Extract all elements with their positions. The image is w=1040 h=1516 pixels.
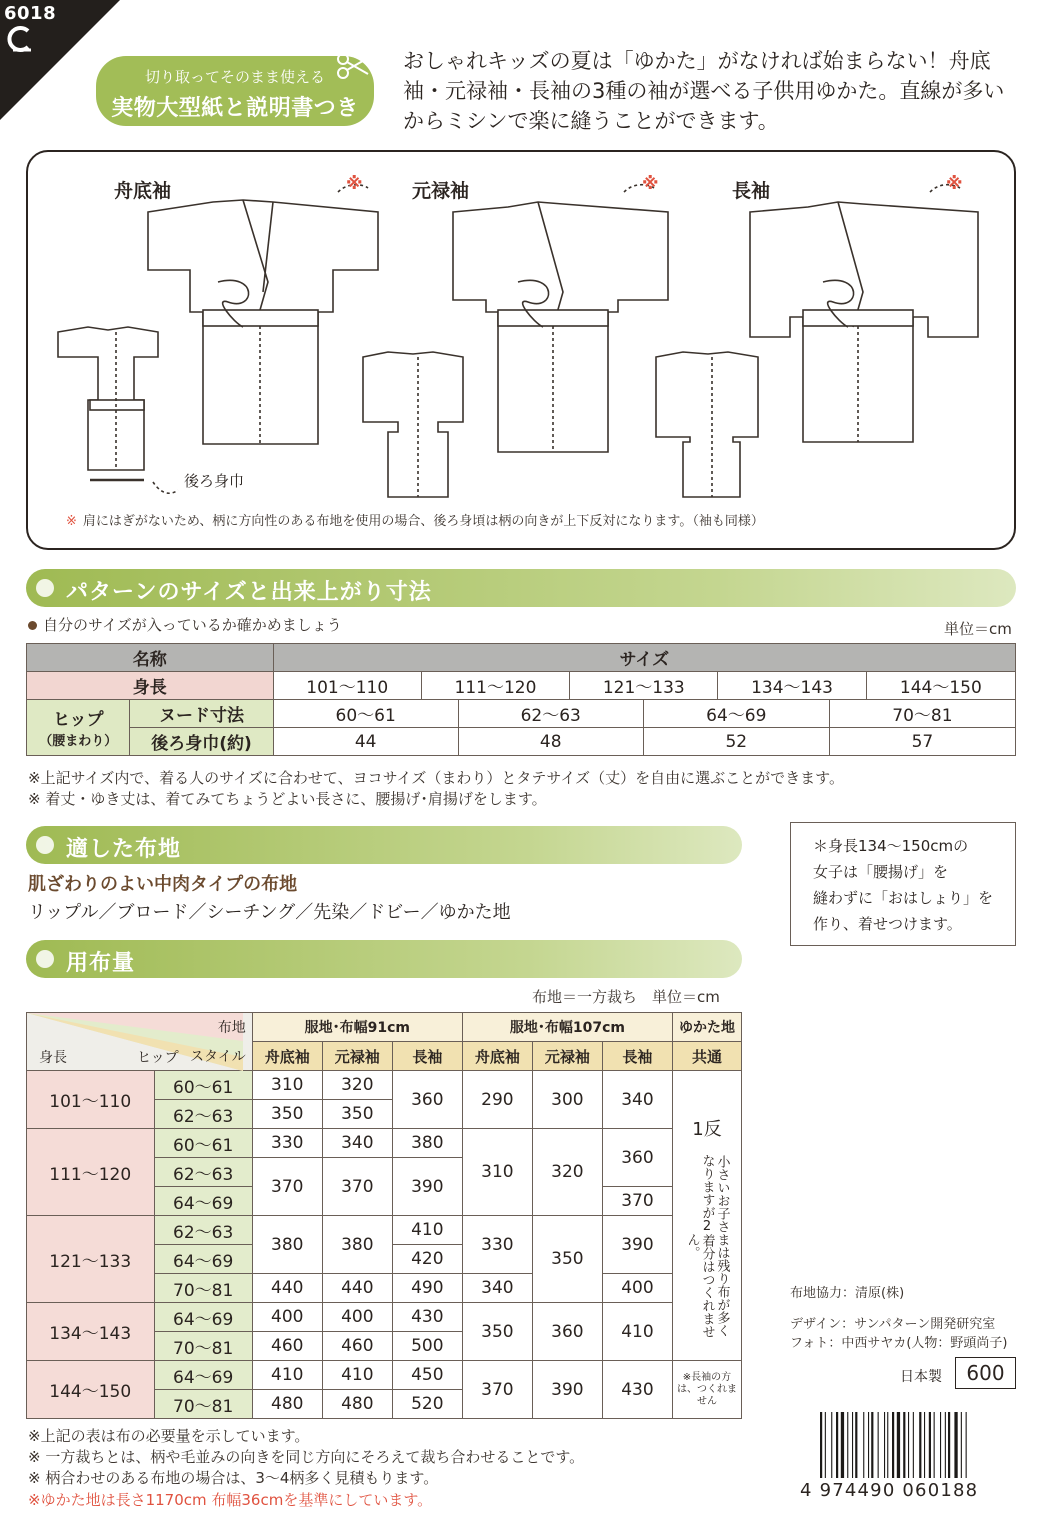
- section-dot-icon: [36, 836, 54, 854]
- hip-cell: 70〜81: [154, 1332, 252, 1361]
- hip-cell: 64〜69: [154, 1245, 252, 1274]
- corner-height: 身長: [39, 1050, 67, 1066]
- value-cell: 430: [602, 1361, 672, 1419]
- brand-logo-icon: [4, 24, 34, 54]
- back-cell: 48: [458, 728, 643, 756]
- label-genroku: 元禄袖: [412, 180, 470, 202]
- value-cell: 410: [392, 1216, 462, 1245]
- footnote-4: ※ゆかた地は長さ1170cm 布幅36cmを基準にしています。: [28, 1491, 433, 1509]
- height-cell: 101〜110: [273, 672, 421, 700]
- value-cell: 520: [392, 1390, 462, 1419]
- yukata-common-cell: [672, 1071, 741, 1361]
- value-cell: 390: [392, 1158, 462, 1216]
- size-footnote-2: ※ 着丈・ゆき丈は、着てみてちょうどよい長さに、腰揚げ･肩揚げをします。: [28, 790, 547, 808]
- product-code: 6018: [4, 3, 57, 24]
- value-cell: 480: [252, 1390, 322, 1419]
- kimono-back-3: [656, 352, 758, 497]
- value-cell: 330: [462, 1216, 532, 1274]
- value-cell: 340: [602, 1071, 672, 1129]
- style-header: 舟底袖: [462, 1042, 532, 1071]
- label-nagasode: 長袖: [732, 180, 771, 202]
- ohashori-note-box: [790, 822, 1016, 946]
- fabric-section-title: 適した布地: [66, 837, 182, 862]
- footnote-1: ※上記の表は布の必要量を示しています。: [28, 1427, 310, 1445]
- value-cell: 350: [252, 1100, 322, 1129]
- value-cell: 440: [252, 1274, 322, 1303]
- nude-cell: 64〜69: [643, 700, 829, 728]
- note-mark-1: ※: [346, 174, 363, 194]
- style-header: 長袖: [602, 1042, 672, 1071]
- hip-cell: 62〜63: [154, 1216, 252, 1245]
- panel-note-mark: ※: [66, 514, 77, 529]
- value-cell: 390: [532, 1361, 602, 1419]
- corner-fabric: 布地: [217, 1020, 246, 1036]
- barcode-icon: [820, 1412, 1014, 1478]
- value-cell: 320: [532, 1129, 602, 1216]
- row-height-label: 身長: [27, 672, 274, 700]
- value-cell: 400: [602, 1274, 672, 1303]
- hip-cell: 62〜63: [154, 1100, 252, 1129]
- size-check-note: [28, 614, 342, 635]
- note-mark-2: ※: [642, 174, 659, 194]
- price-box: 600: [955, 1357, 1016, 1389]
- value-cell: 360: [392, 1071, 462, 1129]
- badge-line2: 実物大型紙と説明書つき: [111, 96, 359, 121]
- value-cell: 380: [322, 1216, 392, 1274]
- fabric-section-header: [26, 826, 742, 864]
- hip-cell: 60〜61: [154, 1071, 252, 1100]
- height-144: 144〜150: [27, 1361, 155, 1419]
- value-cell: 420: [392, 1245, 462, 1274]
- style-header: 元禄袖: [322, 1042, 392, 1071]
- back-width-label: 後ろ身巾: [184, 472, 245, 490]
- section-dot-icon: [36, 950, 54, 968]
- height-cell: 144〜150: [866, 672, 1015, 700]
- col-name: 名称: [27, 644, 274, 672]
- panel-note: [66, 510, 764, 529]
- hip-cell: 70〜81: [154, 1274, 252, 1303]
- corner-style: スタイル: [190, 1049, 246, 1065]
- size-footnote-1: ※上記サイズ内で、着る人のサイズに合わせて、ヨコサイズ（まわり）とタテサイズ（丈）を自由に選ぶことができます。: [28, 769, 844, 787]
- fabric-head: 肌ざわりのよい中肉タイプの布地: [28, 874, 298, 895]
- illustration-panel: [26, 150, 1016, 550]
- row-hip-label: [27, 700, 130, 756]
- value-cell: 500: [392, 1332, 462, 1361]
- bullet-icon: [28, 621, 37, 630]
- nude-cell: 60〜61: [273, 700, 458, 728]
- kimono-front-3: [750, 185, 978, 442]
- style-header: 舟底袖: [252, 1042, 322, 1071]
- size-section-header: [26, 569, 1016, 607]
- height-cell: 134〜143: [718, 672, 866, 700]
- kimono-front-1: [148, 185, 378, 444]
- value-cell: 370: [322, 1158, 392, 1216]
- hip-cell: 70〜81: [154, 1390, 252, 1419]
- hip-cell: 60〜61: [154, 1129, 252, 1158]
- value-cell: 320: [322, 1071, 392, 1100]
- value-cell: 350: [322, 1100, 392, 1129]
- side-box-line: 女子は「腰揚げ」を: [813, 863, 949, 881]
- height-cell: 111〜120: [421, 672, 569, 700]
- note-mark-3: ※: [946, 174, 963, 194]
- value-cell: 350: [462, 1303, 532, 1361]
- scissors-icon: [336, 52, 370, 80]
- hip-cell: 64〜69: [154, 1303, 252, 1332]
- back-cell: 44: [273, 728, 458, 756]
- value-cell: 400: [322, 1303, 392, 1332]
- value-cell: 310: [462, 1129, 532, 1216]
- kimono-back-2: [363, 352, 463, 497]
- height-121: 121〜133: [27, 1216, 155, 1303]
- value-cell: 360: [602, 1129, 672, 1187]
- row-back-label: 後ろ身巾(約): [130, 728, 273, 756]
- kimono-front-2: [453, 185, 668, 452]
- value-cell: 360: [532, 1303, 602, 1361]
- value-cell: 400: [252, 1303, 322, 1332]
- value-cell: 350: [532, 1216, 602, 1303]
- size-table: [26, 643, 1016, 756]
- value-cell: 410: [322, 1361, 392, 1390]
- style-header: 共通: [672, 1042, 741, 1071]
- value-cell: 380: [392, 1129, 462, 1158]
- side-box-line: 作り、着せつけます。: [813, 915, 962, 933]
- value-cell: 380: [252, 1216, 322, 1274]
- yardage-table: [26, 1012, 742, 1419]
- credit-design: デザイン：サンパターン開発研究室: [790, 1317, 996, 1332]
- size-check-text: 自分のサイズが入っているか確かめましょう: [43, 616, 342, 634]
- value-cell: 430: [392, 1303, 462, 1332]
- height-cell: 121〜133: [570, 672, 718, 700]
- group-91: 服地･布幅91cm: [252, 1013, 462, 1042]
- label-funazoko: 舟底袖: [114, 180, 172, 202]
- value-cell: 330: [252, 1129, 322, 1158]
- made-in: 日本製: [900, 1369, 942, 1385]
- style-header: 長袖: [392, 1042, 462, 1071]
- row-nude-label: ヌード寸法: [130, 700, 273, 728]
- value-cell: 370: [252, 1158, 322, 1216]
- value-cell: 410: [602, 1303, 672, 1361]
- barcode-number: 4 974490 060188: [800, 1480, 979, 1501]
- value-cell: 450: [392, 1361, 462, 1390]
- nude-cell: 70〜81: [829, 700, 1015, 728]
- value-cell: 310: [252, 1071, 322, 1100]
- kimono-illustrations: [28, 152, 1018, 552]
- hip-cell: 64〜69: [154, 1361, 252, 1390]
- section-dot-icon: [36, 579, 54, 597]
- footnote-2: ※ 一方裁ちとは、柄や毛並みの向きを同じ方向にそろえて裁ち合わせることです。: [28, 1448, 585, 1466]
- value-cell: 300: [532, 1071, 602, 1129]
- nude-cell: 62〜63: [458, 700, 643, 728]
- value-cell: 490: [392, 1274, 462, 1303]
- side-box-line: 縫わずに「おはしょり」を: [813, 889, 994, 907]
- kimono-back-1: [58, 327, 158, 470]
- badge-line1: 切り取ってそのまま使える: [144, 68, 325, 86]
- value-cell: 410: [252, 1361, 322, 1390]
- yukata-note: 小さいお子さまは残り布が多くなりますが2着分はつくれません。: [684, 1154, 730, 1338]
- value-cell: 460: [252, 1332, 322, 1361]
- yardage-section-header: [26, 940, 742, 978]
- size-unit: 単位＝cm: [944, 620, 1012, 638]
- hip-cell: 62〜63: [154, 1158, 252, 1187]
- size-section-title: パターンのサイズと出来上がり寸法: [66, 580, 432, 605]
- value-cell: 480: [322, 1390, 392, 1419]
- yardage-corner: [27, 1013, 253, 1071]
- yardage-section-title: 用布量: [66, 951, 136, 976]
- footnote-3: ※ 柄合わせのある布地の場合は、3〜4柄多く見積もります。: [28, 1469, 439, 1487]
- value-cell: 390: [602, 1216, 672, 1274]
- fabric-list: リップル／ブロード／シーチング／先染／ドビー／ゆかた地: [28, 902, 511, 923]
- back-cell: 57: [829, 728, 1015, 756]
- panel-note-text: 肩にはぎがないため、柄に方向性のある布地を使用の場合、後ろ身頃は柄の向きが上下反対になります。（袖も同様）: [82, 514, 764, 529]
- value-cell: 460: [322, 1332, 392, 1361]
- intro-text: おしゃれキッズの夏は「ゆかた」がなければ始まらない！舟底袖・元禄袖・長袖の3種の袖が選べる子供用ゆかた。直線が多いからミシンで楽に縫うことができます。: [403, 49, 1005, 133]
- value-cell: 340: [322, 1129, 392, 1158]
- value-cell: 340: [462, 1274, 532, 1303]
- side-box-line: ＊身長134〜150cmの: [813, 837, 969, 855]
- hip-sub-label: （腰まわり）: [39, 734, 118, 749]
- style-header: 元禄袖: [532, 1042, 602, 1071]
- value-cell: 440: [322, 1274, 392, 1303]
- yardage-unit-note: 布地＝一方裁ち 単位＝cm: [532, 988, 720, 1006]
- value-cell: 290: [462, 1071, 532, 1129]
- group-yukata: ゆかた地: [672, 1013, 741, 1042]
- value-cell: 370: [462, 1361, 532, 1419]
- credit-photo: フォト：中西サヤカ(人物：野頭尚子): [790, 1336, 1008, 1351]
- pattern-badge: [96, 56, 374, 126]
- value-cell: 370: [602, 1187, 672, 1216]
- height-134: 134〜143: [27, 1303, 155, 1361]
- height-111: 111〜120: [27, 1129, 155, 1216]
- hip-cell: 64〜69: [154, 1187, 252, 1216]
- long-sleeve-note: ※長袖の方は、つくれません: [672, 1361, 741, 1419]
- height-101: 101〜110: [27, 1071, 155, 1129]
- hip-label: ヒップ: [52, 710, 104, 730]
- group-107: 服地･布幅107cm: [462, 1013, 672, 1042]
- col-size: サイズ: [273, 644, 1015, 672]
- credit-fabric: 布地協力：清原(株): [790, 1286, 905, 1301]
- corner-hip: ヒップ: [137, 1050, 179, 1066]
- yukata-amount: 1反: [692, 1119, 722, 1140]
- back-cell: 52: [643, 728, 829, 756]
